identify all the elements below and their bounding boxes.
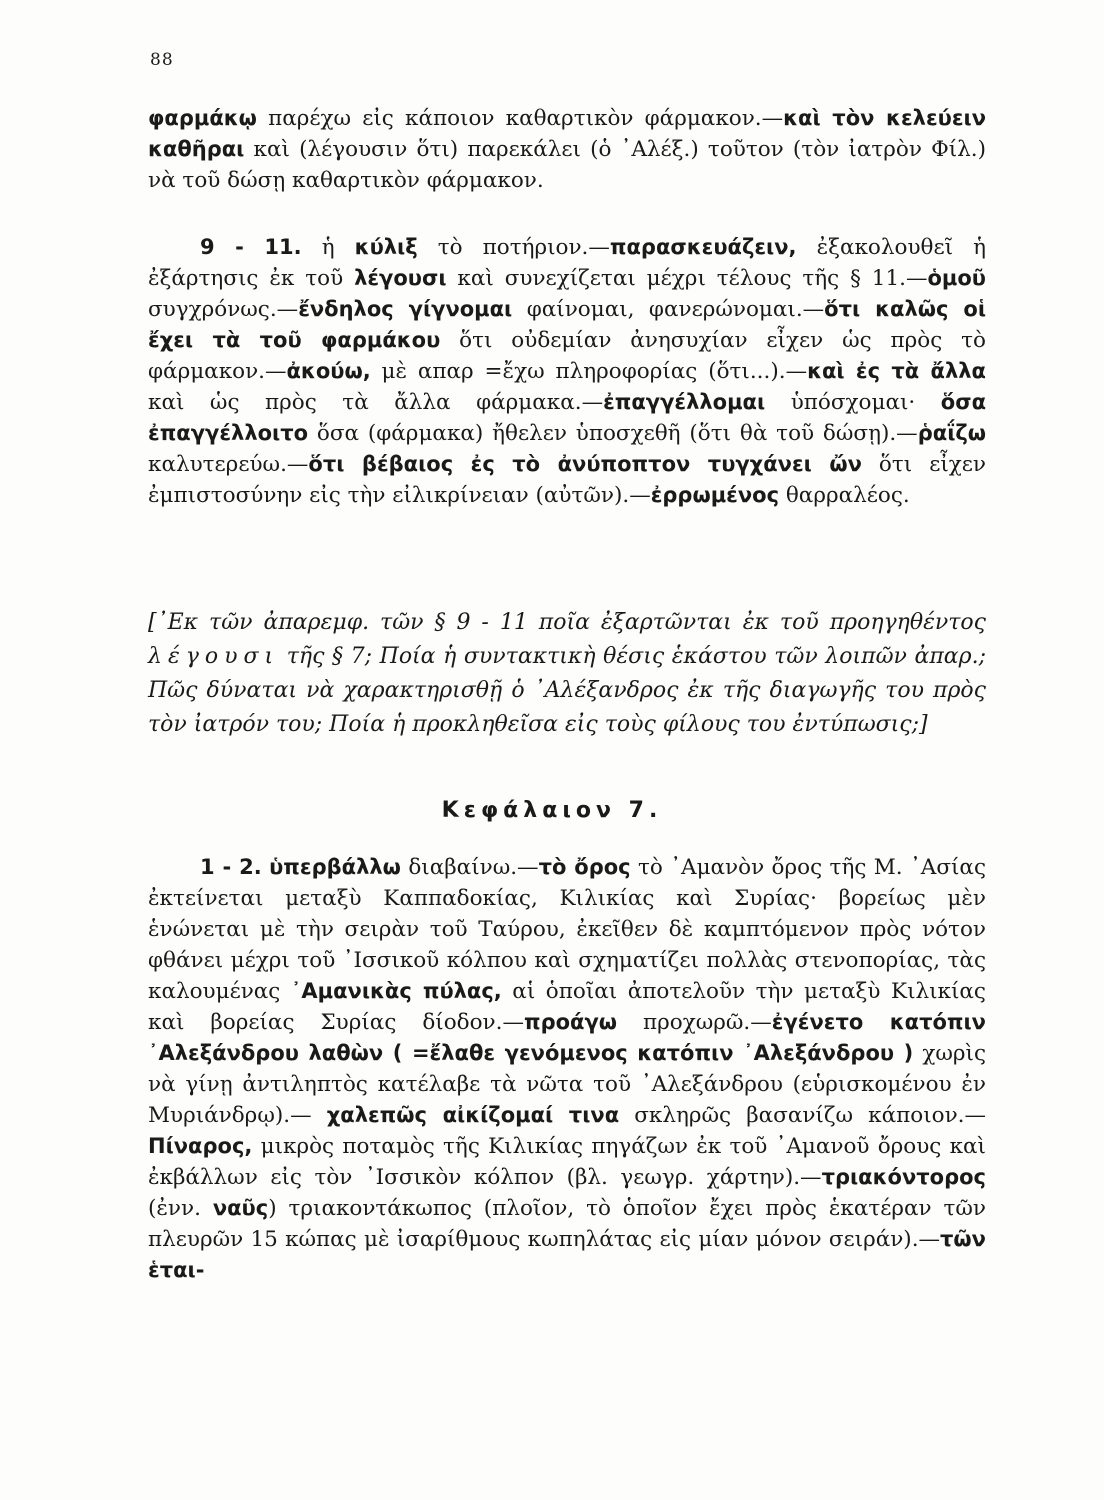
question-text: [᾿Εκ τῶν ἀπαρεμφ. τῶν § 9 - 11 ποῖα ἐξαρτῶνται ἐκ τοῦ προηγηθέντος xyxy=(148,610,986,635)
lemma: ὅτι βέβαιος ἐς τὸ ἀνύποπτον τυγχάνει ὤν xyxy=(308,452,862,476)
exercise-questions xyxy=(148,606,986,742)
gloss: ἡ xyxy=(301,235,355,260)
lemma: ὅσα ἐπαγγέλλοιτο xyxy=(148,390,987,445)
lemma: ὁμοῦ xyxy=(927,266,986,290)
lemma: ὑπερβάλλω xyxy=(269,855,401,879)
gloss: καλυτερεύω.— xyxy=(148,452,309,477)
lemma: τριακόντορος xyxy=(821,1165,986,1189)
page-number: 88 xyxy=(150,50,174,70)
lemma: χαλεπῶς αἰκίζομαί τινα xyxy=(326,1103,620,1127)
lemma: ὅτι καλῶς οἱ ἔχει τὰ τοῦ φαρμάκου xyxy=(148,297,986,352)
gloss: παρέχω εἰς κάποιον καθαρτικὸν φάρμακον.— xyxy=(256,106,784,131)
lemma: λέγουσι xyxy=(354,266,447,290)
lemma: ναῦς xyxy=(212,1196,269,1220)
lemma: ἀκούω, xyxy=(286,359,371,383)
question-text: τῆς § 7; Ποία ἡ συντακτικὴ θέσις ἑκάστου τῶν λοιπῶν ἀπαρ.; Πῶς δύναται νὰ χαρακτηρισθῇ ὁ ᾿Αλέξανδρος ἐκ τῆς διαγωγῆς του πρὸς τὸν ἰατρόν του; Ποία ἡ προκληθεῖσα εἰς τοὺς φίλους του ἐντύπωσις;] xyxy=(148,644,986,737)
commentary-paragraph-3 xyxy=(148,852,986,1286)
lemma: τὸ ὄρος xyxy=(538,855,631,879)
gloss: μικρὸς ποταμὸς τῆς Κιλικίας πηγάζων ἐκ τοῦ ᾿Αμανοῦ ὄρους καὶ ἐκβάλλων εἰς τὸν ᾿Ισσικὸν κόλπον (βλ. γεωγρ. χάρτην).— xyxy=(148,1134,986,1190)
gloss: ὅτι οὐδεμίαν ἀνησυχίαν εἶχεν ὡς πρὸς τὸ φάρμακον.— xyxy=(148,328,986,384)
gloss: ἐξακολουθεῖ ἡ ἐξάρτησις ἐκ τοῦ xyxy=(148,235,986,291)
lemma: ᾿Αμανικὰς πύλας, xyxy=(290,979,502,1003)
gloss: αἱ ὁποῖαι ἀποτελοῦν τὴν μεταξὺ Κιλικίας καὶ βορείας Συρίας δίοδον.— xyxy=(148,979,986,1035)
lemma: προάγω xyxy=(523,1010,618,1034)
lemma: ἐγένετο κατόπιν ᾿Αλεξάνδρου λαθὼν ( =ἔλαθε γενόμενος κατόπιν ᾿Αλεξάνδρου ) xyxy=(148,1010,986,1065)
gloss xyxy=(262,855,269,880)
section-number: 9 - 11. xyxy=(200,235,302,259)
lemma: ἐπαγγέλλομαι xyxy=(603,390,766,414)
lemma: κύλιξ xyxy=(354,235,418,259)
lemma: καὶ ἐς τὰ ἄλλα xyxy=(807,359,986,383)
lemma: φαρμάκῳ xyxy=(148,106,257,130)
gloss: τὸ ᾿Αμανὸν ὄρος τῆς Μ. ᾿Ασίας ἐκτείνεται μεταξὺ Καππαδοκίας, Κιλικίας καὶ Συρίας· βορείως μὲν ἑνώνεται μὲ τὴν σειρὰν τοῦ Ταύρου, ἐκεῖθεν δὲ καμπτόμενον πρὸς νότον φθάνει μέχρι τοῦ ᾿Ισσικοῦ κόλπου καὶ σχηματίζει πολλὰς στενοπορίας, τὰς καλουμένας xyxy=(148,855,986,1004)
lemma: ῥαΐζω xyxy=(917,421,986,445)
gloss: καὶ ὡς πρὸς τὰ ἄλλα φάρμακα.— xyxy=(148,390,604,415)
gloss: ) τριακοντάκωπος (πλοῖον, τὸ ὁποῖον ἔχει πρὸς ἑκατέραν τῶν πλευρῶν 15 κώπας μὲ ἰσαρίθμους κωπηλάτας εἰς μίαν μόνον σειράν).— xyxy=(148,1196,987,1252)
gloss: χωρὶς νὰ γίνῃ ἀντιληπτὸς κατέλαβε τὰ νῶτα τοῦ ᾿Αλεξάνδρου (εὑρισκομένου ἐν Μυριάνδρῳ).— xyxy=(148,1041,986,1128)
gloss: διαβαίνω.— xyxy=(400,855,539,880)
section-number: 1 - 2. xyxy=(200,855,262,879)
gloss: θαρραλέος. xyxy=(779,483,910,508)
gloss: (ἐνν. xyxy=(148,1196,213,1221)
gloss: σκληρῶς βασανίζω κάποιον.— xyxy=(619,1103,986,1128)
gloss: συγχρόνως.— xyxy=(148,297,299,322)
gloss: ὑπόσχομαι· xyxy=(765,390,941,415)
gloss: καὶ συνεχίζεται μέχρι τέλους τῆς § 11.— xyxy=(446,266,928,291)
chapter-heading: Κεφάλαιον 7. xyxy=(441,798,663,823)
lemma: ἐρρωμένος xyxy=(650,483,780,507)
lemma: καὶ τὸν κελεύειν καθῆραι xyxy=(148,106,986,161)
lemma: τῶν ἑται- xyxy=(148,1227,986,1282)
gloss: τὸ ποτήριον.— xyxy=(417,235,610,260)
gloss: ὅσα (φάρμακα) ἤθελεν ὑποσχεθῆ (ὅτι θὰ τοῦ δώσῃ).— xyxy=(308,421,918,446)
lemma: ἔνδηλος γίγνομαι xyxy=(298,297,513,321)
lemma: παρασκευάζειν, xyxy=(609,235,797,259)
gloss: καὶ (λέγουσιν ὅτι) παρεκάλει (ὁ ᾿Αλέξ.) τοῦτον (τὸν ἰατρὸν Φίλ.) νὰ τοῦ δώσῃ καθαρτικὸν φάρμακον. xyxy=(148,137,986,193)
commentary-paragraph-2 xyxy=(148,232,986,511)
spaced-word: λέγουσι xyxy=(148,644,280,669)
gloss: ὅτι εἶχεν ἐμπιστοσύνην εἰς τὴν εἰλικρίνειαν (αὐτῶν).— xyxy=(148,452,986,508)
commentary-paragraph-1 xyxy=(148,103,986,196)
gloss: φαίνομαι, φανερώνομαι.— xyxy=(512,297,825,322)
gloss: προχωρῶ.— xyxy=(617,1010,772,1035)
gloss: μὲ απαρ =ἔχω πληροφορίας (ὅτι...).— xyxy=(370,359,808,384)
lemma: Πίναρος, xyxy=(148,1134,253,1158)
